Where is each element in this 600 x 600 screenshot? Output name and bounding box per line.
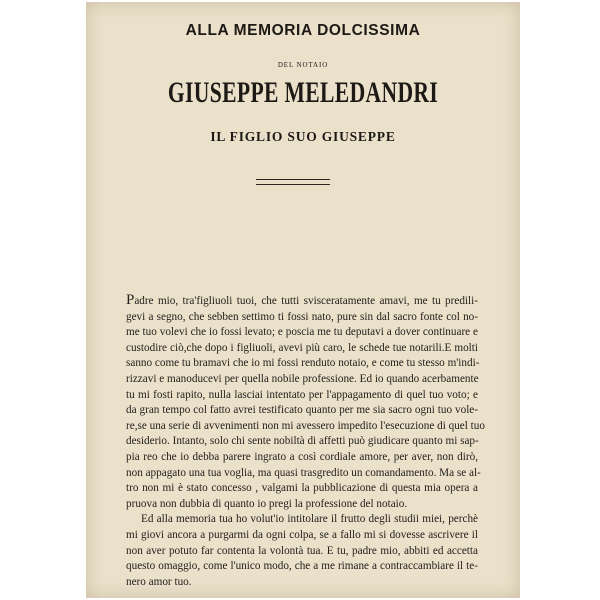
dedication-body <box>126 292 485 590</box>
body-line: Ed alla memoria tua ho volut'io intitolare il frutto degli studii miei, perchè <box>141 513 478 526</box>
dedication-name: GIUSEPPE MELEDANDRI <box>167 76 439 109</box>
body-line: Padre mio, tra'figliuoli tuoi, che tutti svisceratamente amavi, me tu predili- <box>126 292 478 308</box>
body-line: tu mi fosti rapito, nulla lasciai intentato per l'appagamento di quel tuo voto; e <box>126 388 478 401</box>
body-line: desiderio. Intanto, solo chi sente nobiltà di affetti può giudicare quanto mi sap- <box>126 435 479 448</box>
decorative-double-rule <box>256 179 330 185</box>
body-line: sanno come tu bramavi che io mi fossi renduto notaio, e come tu stesso m'indi- <box>126 357 480 370</box>
body-line: pruova non dubbia di quanto io pregi la professione del notaio. <box>126 497 408 510</box>
body-line: da gran tempo col fatto avrei testificato quanto per me sia sacro ogni tuo vole- <box>126 404 478 417</box>
body-line: non aver potuto far contenta la volontà tua. E tu, padre mio, abbiti ed accetta <box>126 544 478 557</box>
body-line: gevi a segno, che sebben settimo ti fossi nato, pure sin dal sacro fonte col no- <box>126 310 478 323</box>
initial-letter: P <box>126 292 135 308</box>
body-line: tro non mi è stato concesso , valgami la pubblicazione di questa mia opera a <box>126 482 478 495</box>
body-line: questo omaggio, come l'unico modo, che a me rimane a contraccambiare il te- <box>126 560 478 573</box>
dedication-from: IL FIGLIO SUO GIUSEPPE <box>210 129 396 144</box>
body-line: rizzavi e manoducevi per quella nobile professione. Ed io quando acerbamente <box>126 372 479 385</box>
body-line: pia reo che io debba parere ingrato a così cordiale amore, per aver, non dirò, <box>126 450 478 463</box>
dedication-subheading: DEL NOTAIO <box>277 61 329 69</box>
body-line: custodire ciò,che dopo i figliuoli, avevi più caro, le schede tue notarili.E molti <box>126 341 478 354</box>
dedication-heading: ALLA MEMORIA DOLCISSIMA <box>185 22 421 39</box>
body-line: non appagato una tua voglia, ma quasi trasgredito un comandamento. Ma se al- <box>126 466 481 479</box>
body-line: re,se una serie di avvenimenti non mi avessero impedito l'esecuzione di quel tuo <box>126 419 485 432</box>
body-line: me tuo volevi che io fossi levato; e poscia me tu deputavi a dover continuare e <box>126 326 478 339</box>
body-line: mi giovi ancora a purgarmi da ogni colpa, se a fallo mi si dovesse ascrivere il <box>126 528 478 541</box>
body-line: nero amor tuo. <box>126 575 192 588</box>
book-page <box>86 2 520 598</box>
